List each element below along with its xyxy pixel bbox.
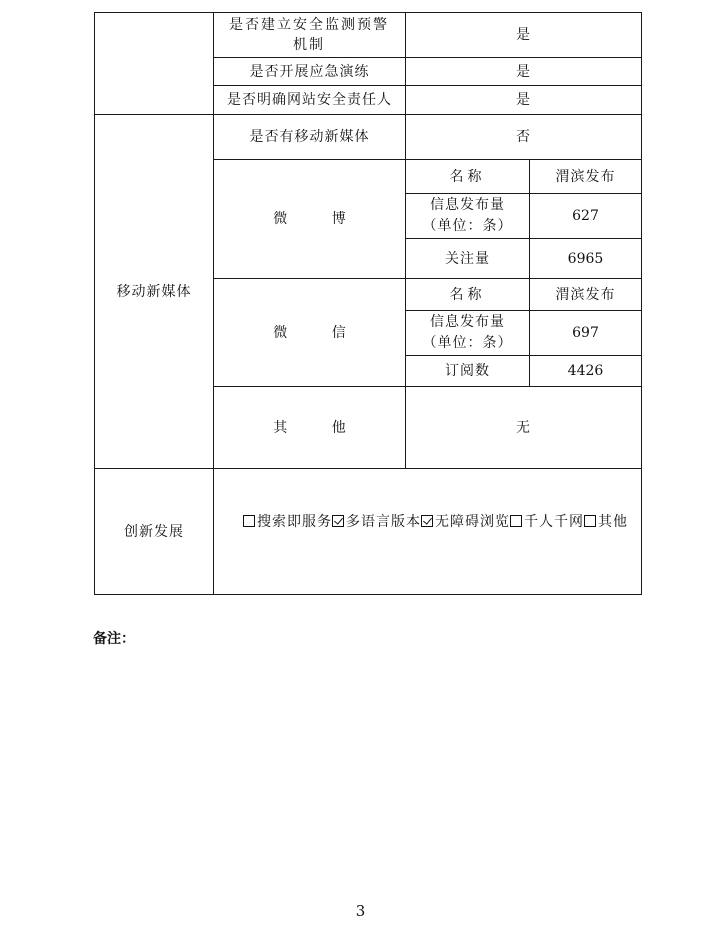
weibo-posts-label [406, 194, 529, 238]
weibo-posts-label-line1: 信息发布量 [430, 197, 505, 213]
option-multilingual[interactable] [332, 511, 421, 531]
innovation-section-label: 创新发展 [124, 523, 184, 540]
option-label: 千人千网 [524, 514, 584, 530]
option-label: 多语言版本 [346, 514, 421, 530]
wechat-subscribers-value: 4426 [567, 363, 604, 379]
page-number: 3 [355, 902, 366, 920]
option-accessibility[interactable] [421, 511, 510, 531]
checkbox-unchecked-icon[interactable] [243, 515, 255, 527]
option-label: 其他 [598, 514, 628, 530]
has-mobile-media-label: 是否有移动新媒体 [249, 129, 370, 145]
security-monitoring-value: 是 [516, 27, 531, 43]
weibo-name-value: 渭滨发布 [555, 168, 616, 185]
option-other[interactable] [584, 511, 628, 531]
weibo-name-header: 名称 [449, 168, 486, 185]
checkbox-checked-icon[interactable] [332, 515, 344, 527]
security-monitoring-label: 是否建立安全监测预警机制 [229, 17, 389, 53]
mobile-media-section-label: 移动新媒体 [116, 283, 192, 300]
weibo-label: 微 博 [273, 211, 366, 227]
emergency-drill-value: 是 [516, 63, 531, 80]
wechat-posts-label-line2: （单位：条） [422, 335, 513, 351]
weibo-followers-value: 6965 [567, 250, 604, 267]
has-mobile-media-value: 否 [516, 129, 531, 145]
weibo-posts-value: 627 [572, 208, 599, 224]
security-officer-label: 是否明确网站安全责任人 [227, 92, 392, 108]
wechat-posts-label [406, 311, 529, 355]
wechat-label: 微 信 [273, 324, 366, 341]
other-media-value: 无 [516, 419, 531, 436]
security-officer-value: 是 [516, 92, 531, 108]
option-search-as-service[interactable] [243, 511, 332, 531]
wechat-posts-label-line1: 信息发布量 [430, 314, 505, 330]
emergency-drill-label: 是否开展应急演练 [249, 63, 370, 80]
option-label: 无障碍浏览 [435, 514, 510, 530]
wechat-posts-value: 697 [572, 325, 599, 341]
checkbox-unchecked-icon[interactable] [510, 515, 522, 527]
wechat-subscribers-label: 订阅数 [445, 363, 490, 379]
option-personalized-web[interactable] [510, 511, 584, 531]
wechat-name-value: 渭滨发布 [555, 286, 616, 303]
innovation-options [243, 510, 628, 532]
weibo-posts-label-line2: （单位：条） [422, 218, 513, 234]
other-media-label: 其 他 [273, 419, 366, 436]
option-label: 搜索即服务 [257, 514, 332, 530]
checkbox-unchecked-icon[interactable] [584, 515, 596, 527]
wechat-name-header: 名称 [449, 286, 486, 303]
remark-label: 备注： [93, 631, 135, 647]
checkbox-checked-icon[interactable] [421, 515, 433, 527]
weibo-followers-label: 关注量 [445, 250, 490, 267]
